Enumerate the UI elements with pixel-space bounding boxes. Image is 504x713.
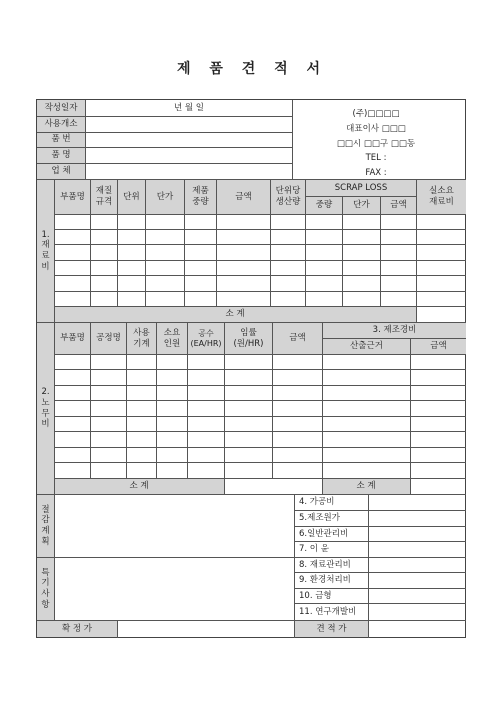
- label-part-name: 품 명: [51, 149, 71, 160]
- item-rnd: 11. 연구개발비: [299, 606, 357, 617]
- label-date: 작성일자: [44, 102, 78, 113]
- materials-subtotal-label: 소 계: [225, 308, 245, 319]
- materials-section-label: 1. 재 료 비: [41, 229, 50, 272]
- label-vendor: 업 체: [51, 165, 71, 176]
- lab-col-process: 공정명: [96, 333, 121, 344]
- company-info: [292, 106, 460, 180]
- company-fax: FAX :: [365, 167, 387, 178]
- mat-col-actual-cost: 실소요 재료비: [429, 186, 454, 207]
- labor-section-label: 2. 노 무 비: [41, 387, 50, 430]
- lab-col-workers: 소요 인원: [163, 327, 181, 349]
- scrap-col-weight: 중량: [315, 200, 333, 211]
- item-material-mgmt: 8. 재료관리비: [299, 559, 351, 570]
- label-location: 사용개소: [44, 118, 78, 129]
- company-ceo: 대표이사 □□□: [346, 124, 406, 135]
- mat-col-part: 부품명: [60, 191, 85, 202]
- labor-subtotal-label: 소 계: [129, 480, 149, 491]
- mfg-expense-header: 3. 제조경비: [372, 325, 417, 336]
- date-value[interactable]: 년 월 일: [173, 102, 205, 113]
- scrap-loss-header: SCRAP LOSS: [334, 182, 388, 193]
- mat-col-weight: 제품 중량: [192, 186, 209, 207]
- mat-col-unit-price: 단가: [156, 191, 174, 202]
- lab-col-part: 부품명: [60, 333, 85, 344]
- mat-col-spec: 재질 규격: [95, 186, 113, 207]
- mfg-col-amount: 금액: [430, 341, 447, 352]
- item-mold: 10. 금형: [299, 590, 332, 601]
- mat-col-output: 단위당 생산량: [275, 186, 301, 207]
- confirmed-price-label: 확 정 가: [61, 623, 93, 634]
- document-title: 제 품 견 적 서: [176, 61, 328, 77]
- lab-col-machine: 사용 기계: [133, 327, 150, 349]
- mat-col-unit: 단위: [123, 191, 140, 202]
- mfg-subtotal-label: 소 계: [356, 480, 376, 491]
- lab-col-wage-rate: 임률 (원/HR): [233, 327, 264, 349]
- item-profit: 7. 이 윤: [299, 544, 329, 555]
- company-tel: TEL :: [365, 152, 387, 163]
- mfg-col-basis: 산출근거: [350, 341, 383, 352]
- scrap-col-amount: 금액: [390, 200, 407, 211]
- mat-col-amount: 금액: [235, 191, 252, 202]
- estimate-price-label: 견 적 가: [316, 623, 347, 634]
- item-processing-cost: 4. 가공비: [299, 497, 335, 508]
- item-environment: 9. 환경처리비: [299, 575, 351, 586]
- company-name: (주)□□□□: [352, 109, 400, 120]
- lab-col-manhours: 공수 (EA/HR): [190, 328, 222, 348]
- lab-col-amount: 금액: [289, 333, 306, 344]
- company-address: □□시 □□구 □□동: [336, 138, 416, 149]
- item-general-admin: 6.일반관리비: [299, 528, 349, 539]
- special-notes-label: 특 기 사 항: [41, 567, 50, 610]
- reduction-plan-label: 절 감 계 획: [41, 504, 50, 547]
- label-part-number: 품 번: [51, 134, 71, 145]
- item-manufacturing-cost: 5.제조원가: [299, 513, 340, 524]
- scrap-col-price: 단가: [353, 200, 370, 211]
